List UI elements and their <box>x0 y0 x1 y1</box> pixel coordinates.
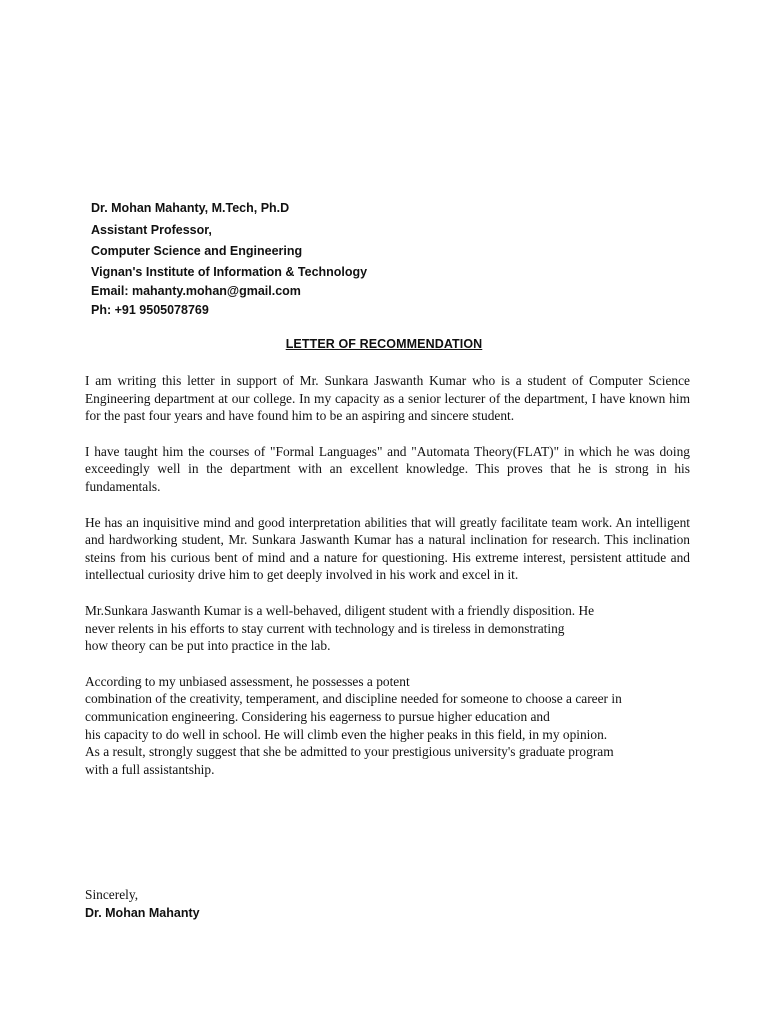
sender-email: Email: mahanty.mohan@gmail.com <box>91 283 301 298</box>
paragraph-behavior <box>85 602 690 655</box>
paragraph-character: He has an inquisitive mind and good interpretation abilities that will greatly facilitate team work. An intelligent and hardworking student, Mr. Sunkara Jaswanth Kumar has a natural inclination for research. This inclination steins from his curious bent of mind and a nature for questioning. His extreme interest, persistent attitude and intellectual curiosity drive him to get deeply involved in his work and excel in it. <box>85 514 690 583</box>
paragraph-line: with a full assistantship. <box>85 761 215 777</box>
paragraph-line: combination of the creativity, temperament, and discipline needed for someone to choose a career in <box>85 691 622 707</box>
closing-salutation: Sincerely, <box>85 887 139 902</box>
paragraph-assessment <box>85 673 690 779</box>
sender-department: Computer Science and Engineering <box>91 244 303 258</box>
paragraph-introduction: I am writing this letter in support of Mr. Sunkara Jaswanth Kumar who is a student of Computer Science Engineering department at our college. In my capacity as a senior lecturer of the department, I have known him for the past four years and have found him to be an aspiring and sincere student. <box>85 373 690 424</box>
paragraph-line: his capacity to do well in school. He will climb even the higher peaks in this field, in my opinion. <box>85 726 608 742</box>
paragraph-line: According to my unbiased assessment, he possesses a potent <box>85 673 410 689</box>
paragraph-line: communication engineering. Considering his eagerness to pursue higher education and <box>85 708 550 724</box>
paragraph-line: how theory can be put into practice in the lab. <box>85 638 331 654</box>
letter-title: LETTER OF RECOMMENDATION <box>285 337 483 351</box>
sender-institute: Vignan's Institute of Information & Technology <box>91 264 368 279</box>
letter-body <box>85 372 690 796</box>
sender-phone: Ph: +91 9505078769 <box>91 302 209 317</box>
paragraph-line: As a result, strongly suggest that she be admitted to your prestigious university's graduate program <box>85 744 614 760</box>
letter-closing <box>85 886 200 922</box>
sender-header <box>91 198 367 320</box>
sender-position: Assistant Professor, <box>91 222 212 237</box>
sender-name: Dr. Mohan Mahanty, M.Tech, Ph.D <box>91 201 290 215</box>
paragraph-line: Mr.Sunkara Jaswanth Kumar is a well-behaved, diligent student with a friendly disposition. He <box>85 602 595 618</box>
paragraph-courses: I have taught him the courses of "Formal Languages" and "Automata Theory(FLAT)" in which he was doing exceedingly well in the department with an excellent knowledge. This proves that he is strong in his fundamentals. <box>85 443 690 494</box>
signer-name: Dr. Mohan Mahanty <box>85 906 200 920</box>
paragraph-line: never relents in his efforts to stay current with technology and is tireless in demonstrating <box>85 620 565 636</box>
